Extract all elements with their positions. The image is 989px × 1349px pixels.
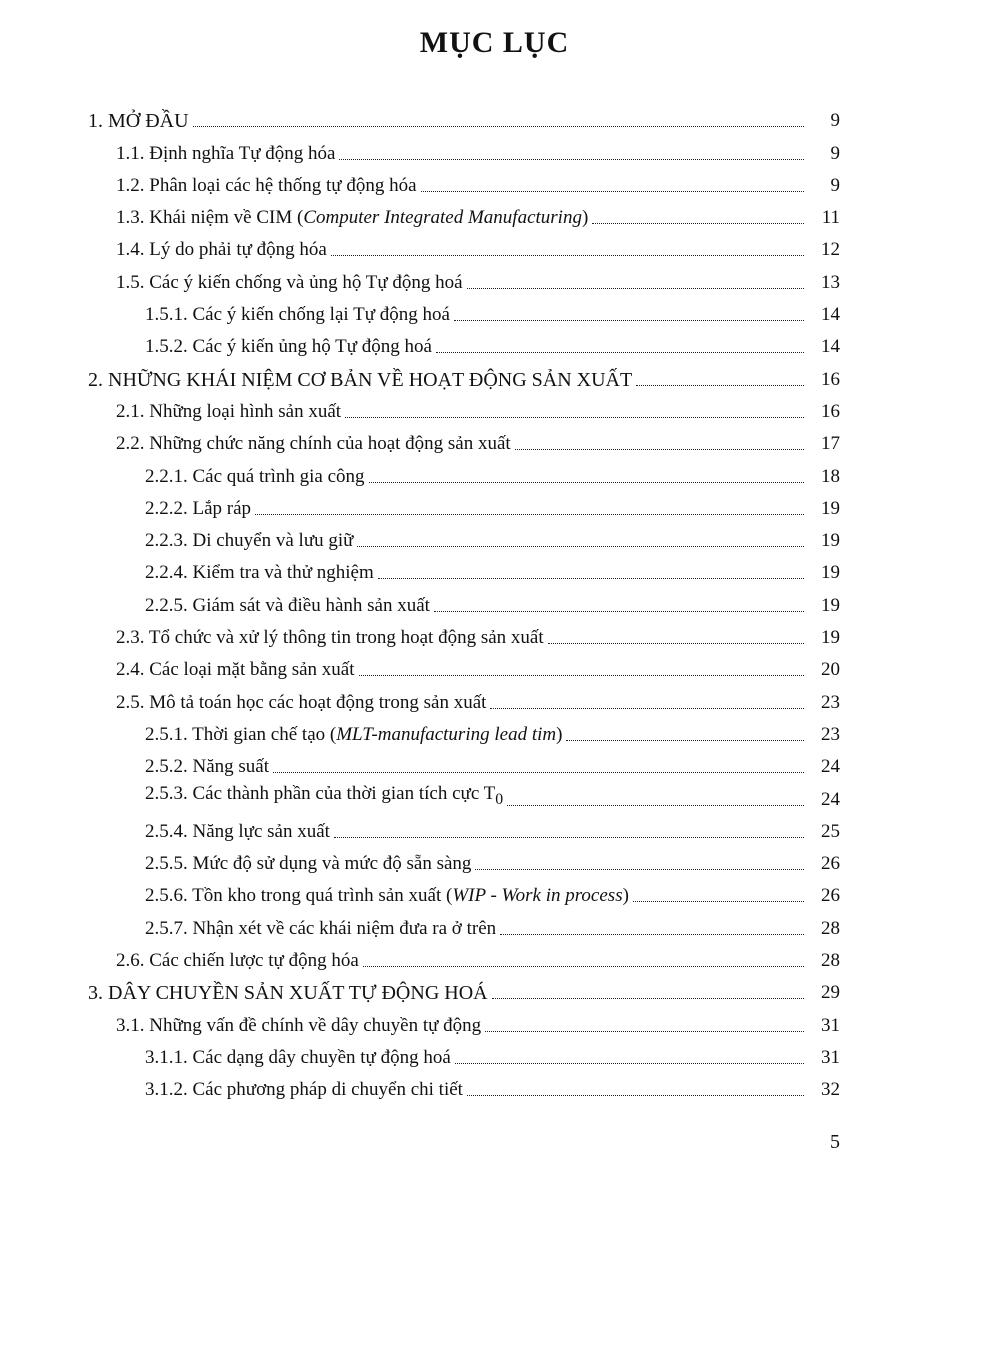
toc-entry [88, 584, 840, 616]
toc-entry-title: 2.5.1. Thời gian chế tạo (MLT-manufacturing lead tim) [145, 723, 563, 745]
toc-entry [88, 778, 840, 810]
toc-leader-dots [566, 740, 804, 741]
toc-entry [88, 488, 840, 520]
toc-entry [88, 714, 840, 746]
toc-entry [88, 811, 840, 843]
toc-page-number: 17 [821, 433, 840, 455]
toc-leader-dots [378, 578, 804, 579]
toc-entry-title: 1.5. Các ý kiến chống và ủng hộ Tự động hoá [116, 271, 463, 293]
toc-entry-title: 1.5.2. Các ý kiến ủng hộ Tự động hoá [145, 336, 432, 358]
toc-leader-dots [357, 546, 804, 547]
toc-leader-dots [345, 417, 804, 418]
toc-entry [88, 1069, 840, 1101]
toc-page-number: 9 [830, 142, 840, 164]
toc-entry [88, 1004, 840, 1036]
toc-page-number: 16 [821, 368, 840, 390]
toc-leader-dots [485, 1031, 804, 1032]
toc-entry-title: 3.1.1. Các dạng dây chuyền tự động hoá [145, 1046, 451, 1068]
toc-entry [88, 326, 840, 358]
toc-leader-dots [633, 901, 804, 902]
toc-entry-title: 1.3. Khái niệm về CIM (Computer Integrated Manufacturing) [116, 207, 589, 229]
toc-entry-title: 1.2. Phân loại các hệ thống tự động hóa [116, 174, 417, 196]
toc-entry-italic: Computer Integrated Manufacturing [303, 207, 582, 229]
toc-entry-title: 2.3. Tổ chức và xử lý thông tin trong hoạt động sản xuất [116, 627, 544, 649]
toc-entry-italic: MLT-manufacturing lead tim [336, 723, 557, 745]
toc-page-number: 19 [821, 627, 840, 649]
toc-leader-dots [455, 1063, 804, 1064]
toc-entry-title: 2. NHỮNG KHÁI NIỆM CƠ BẢN VỀ HOẠT ĐỘNG SẢN XUẤT [88, 368, 633, 391]
toc-page-number: 14 [821, 336, 840, 358]
toc-leader-dots [436, 352, 804, 353]
toc-entry-title: 2.5.5. Mức độ sử dụng và mức độ sẵn sàng [145, 853, 472, 875]
toc-page-number: 24 [821, 788, 840, 810]
toc-entry [88, 552, 840, 584]
toc-entry-title: 2.2. Những chức năng chính của hoạt động sản xuất [116, 433, 511, 455]
toc-entry-title: 2.4. Các loại mặt bằng sản xuất [116, 659, 355, 681]
toc-entry [88, 617, 840, 649]
toc-leader-dots [507, 805, 804, 806]
toc-leader-dots [359, 675, 805, 676]
toc-entry [88, 391, 840, 423]
toc-entry-title: 2.5. Mô tả toán học các hoạt động trong sản xuất [116, 691, 487, 713]
toc-entry [88, 261, 840, 293]
toc-page-number: 9 [830, 174, 840, 196]
toc-page-number: 19 [821, 562, 840, 584]
toc-entry [88, 972, 840, 1004]
toc-entry [88, 197, 840, 229]
toc-entry-title: 2.5.7. Nhận xét về các khái niệm đưa ra ở trên [145, 917, 497, 939]
toc-entry-title: 3.1.2. Các phương pháp di chuyển chi tiết [145, 1079, 463, 1101]
toc-leader-dots [548, 643, 804, 644]
toc-entry-title: 2.5.3. Các thành phần của thời gian tích cực $T_0$ [145, 782, 504, 808]
toc-entry-title: 2.6. Các chiến lược tự động hóa [116, 950, 359, 972]
toc-page-number: 28 [821, 950, 840, 972]
toc-leader-dots [193, 126, 804, 127]
toc-leader-dots [592, 223, 804, 224]
toc-entry [88, 746, 840, 778]
toc-entry [88, 100, 840, 132]
toc-entry [88, 229, 840, 261]
toc-leader-dots [475, 869, 804, 870]
toc-entry-title: 2.5.6. Tồn kho trong quá trình sản xuất (WIP - Work in process) [145, 885, 629, 907]
toc-page-number: 25 [821, 820, 840, 842]
toc-page-number: 31 [821, 1046, 840, 1068]
toc-entry [88, 294, 840, 326]
toc-leader-dots [454, 320, 804, 321]
toc-entry [88, 843, 840, 875]
toc-entry [88, 423, 840, 455]
toc-entry-italic: WIP - Work in process [452, 885, 623, 907]
toc-leader-dots [500, 934, 804, 935]
toc-entry [88, 165, 840, 197]
toc-entry [88, 681, 840, 713]
page-title: MỤC LỤC [419, 26, 570, 59]
toc-entry-title: 2.2.5. Giám sát và điều hành sản xuất [145, 594, 430, 616]
toc-leader-dots [363, 966, 804, 967]
toc-leader-dots [434, 611, 804, 612]
toc-leader-dots [369, 482, 804, 483]
toc-leader-dots [334, 837, 804, 838]
toc-entry-title: 2.5.4. Năng lực sản xuất [145, 820, 330, 842]
toc-page-number: 26 [821, 853, 840, 875]
toc-page-number: 31 [821, 1014, 840, 1036]
toc-leader-dots [339, 159, 804, 160]
toc-entry [88, 1037, 840, 1069]
table-of-contents [88, 100, 840, 1101]
toc-entry-title: 1.4. Lý do phải tự động hóa [116, 239, 327, 261]
toc-entry [88, 520, 840, 552]
toc-page-number: 19 [821, 530, 840, 552]
toc-page-number: 23 [821, 723, 840, 745]
toc-page-number: 11 [821, 207, 840, 229]
toc-leader-dots [255, 514, 804, 515]
toc-entry-title: 2.2.4. Kiểm tra và thử nghiệm [145, 562, 374, 584]
toc-entry [88, 358, 840, 390]
toc-entry [88, 649, 840, 681]
toc-leader-dots [490, 708, 804, 709]
toc-leader-dots [515, 449, 804, 450]
toc-leader-dots [492, 998, 804, 999]
toc-page-number: 14 [821, 304, 840, 326]
toc-entry [88, 940, 840, 972]
toc-entry [88, 132, 840, 164]
toc-page-number: 19 [821, 497, 840, 519]
toc-leader-dots [421, 191, 804, 192]
toc-leader-dots [636, 385, 804, 386]
toc-entry-title: 1. MỞ ĐẦU [88, 110, 189, 133]
toc-page-number: 20 [821, 659, 840, 681]
toc-page-number: 16 [821, 400, 840, 422]
toc-entry-title: 3. DÂY CHUYỀN SẢN XUẤT TỰ ĐỘNG HOÁ [88, 982, 488, 1005]
toc-entry-title: 2.2.3. Di chuyển và lưu giữ [145, 530, 354, 552]
toc-page-number: 28 [821, 917, 840, 939]
toc-page-number: 24 [821, 756, 840, 778]
toc-entry-title: 2.2.2. Lắp ráp [145, 497, 252, 519]
toc-entry-title: 1.5.1. Các ý kiến chống lại Tự động hoá [145, 304, 450, 326]
toc-page-number: 18 [821, 465, 840, 487]
toc-entry [88, 907, 840, 939]
toc-page-number: 32 [821, 1079, 840, 1101]
toc-entry-title: 2.5.2. Năng suất [145, 756, 270, 778]
toc-page-number: 29 [821, 982, 840, 1004]
toc-page-number: 9 [830, 110, 840, 132]
toc-leader-dots [331, 255, 804, 256]
toc-page-number: 26 [821, 885, 840, 907]
toc-entry [88, 455, 840, 487]
toc-page-number: 19 [821, 594, 840, 616]
toc-page-number: 12 [821, 239, 840, 261]
toc-leader-dots [467, 1095, 804, 1096]
toc-leader-dots [467, 288, 804, 289]
toc-entry-title: 3.1. Những vấn đề chính về dây chuyền tự động [116, 1014, 482, 1036]
toc-entry [88, 875, 840, 907]
toc-leader-dots [273, 772, 804, 773]
page-number: 5 [830, 1131, 840, 1153]
toc-page-number: 23 [821, 691, 840, 713]
toc-page-number: 13 [821, 271, 840, 293]
toc-entry-title: 2.2.1. Các quá trình gia công [145, 465, 365, 487]
toc-entry-title: 2.1. Những loại hình sản xuất [116, 400, 342, 422]
toc-entry-title: 1.1. Định nghĩa Tự động hóa [116, 142, 336, 164]
